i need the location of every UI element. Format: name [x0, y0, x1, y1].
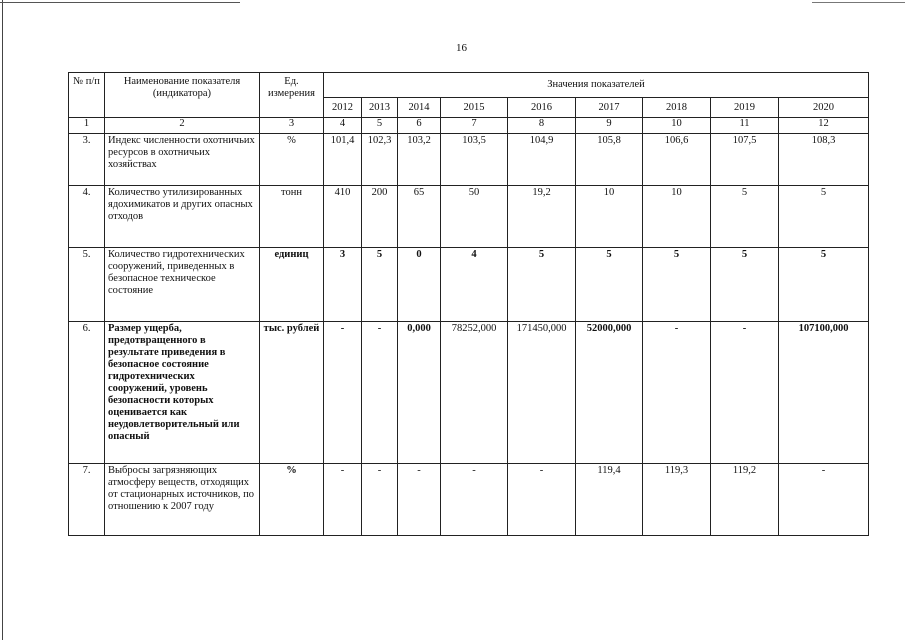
index-cell: 12: [779, 118, 869, 134]
header-values: Значения показателей: [324, 73, 869, 98]
year-cell: 2017: [576, 98, 643, 118]
value-cell: 102,3: [362, 134, 398, 186]
indicator-name: Размер ущерба, предотвращенного в результате приведения в безопасное состояние гидротехнических сооружений, уровень безопасности которых оценивается как неудовлетворительный или опасный: [105, 322, 260, 464]
table-row: [69, 464, 869, 536]
value-cell: -: [643, 322, 711, 464]
value-cell: 19,2: [508, 186, 576, 248]
year-cell: 2014: [398, 98, 441, 118]
header-unit: Ед. измерения: [260, 73, 324, 118]
value-cell: 65: [398, 186, 441, 248]
header-index-row: [69, 118, 869, 134]
value-cell: 200: [362, 186, 398, 248]
value-cell: -: [362, 322, 398, 464]
indicator-name: Выбросы загрязняющих атмосферу веществ, отходящих от стационарных источников, по отношению к 2007 году: [105, 464, 260, 536]
year-cell: 2018: [643, 98, 711, 118]
row-number: 3.: [69, 134, 105, 186]
value-cell: 52000,000: [576, 322, 643, 464]
year-cell: 2020: [779, 98, 869, 118]
value-cell: -: [441, 464, 508, 536]
value-cell: 50: [441, 186, 508, 248]
value-cell: 107,5: [711, 134, 779, 186]
value-cell: 10: [643, 186, 711, 248]
year-cell: 2015: [441, 98, 508, 118]
value-cell: 3: [324, 248, 362, 322]
header-num: № п/п: [69, 73, 105, 118]
index-cell: 6: [398, 118, 441, 134]
value-cell: 105,8: [576, 134, 643, 186]
year-cell: 2012: [324, 98, 362, 118]
indicator-name: Количество утилизированных ядохимикатов и других опасных отходов: [105, 186, 260, 248]
row-number: 5.: [69, 248, 105, 322]
value-cell: 10: [576, 186, 643, 248]
scan-line-top-right: [812, 2, 905, 3]
table-row: [69, 186, 869, 248]
value-cell: 5: [508, 248, 576, 322]
value-cell: 0: [398, 248, 441, 322]
value-cell: 103,5: [441, 134, 508, 186]
year-cell: 2016: [508, 98, 576, 118]
value-cell: 107100,000: [779, 322, 869, 464]
value-cell: 410: [324, 186, 362, 248]
value-cell: -: [711, 322, 779, 464]
indicator-name: Количество гидротехнических сооружений, приведенных в безопасное техническое состояние: [105, 248, 260, 322]
row-number: 4.: [69, 186, 105, 248]
indicators-table: [68, 72, 869, 536]
value-cell: 119,2: [711, 464, 779, 536]
indicator-name: Индекс численности охотничьих ресурсов в охотничьих хозяйствах: [105, 134, 260, 186]
year-cell: 2013: [362, 98, 398, 118]
table-row: [69, 248, 869, 322]
value-cell: 5: [576, 248, 643, 322]
page-number: 16: [456, 42, 467, 54]
index-cell: 9: [576, 118, 643, 134]
value-cell: 5: [711, 248, 779, 322]
value-cell: -: [508, 464, 576, 536]
unit-cell: тонн: [260, 186, 324, 248]
index-cell: 8: [508, 118, 576, 134]
value-cell: -: [398, 464, 441, 536]
unit-cell: %: [260, 134, 324, 186]
header-row-1: [69, 73, 869, 98]
value-cell: 5: [362, 248, 398, 322]
index-cell: 11: [711, 118, 779, 134]
header-name: Наименование показателя (индикатора): [105, 73, 260, 118]
scan-line-top: [0, 2, 240, 3]
index-cell: 1: [69, 118, 105, 134]
value-cell: 5: [643, 248, 711, 322]
index-cell: 2: [105, 118, 260, 134]
index-cell: 5: [362, 118, 398, 134]
value-cell: 78252,000: [441, 322, 508, 464]
value-cell: 106,6: [643, 134, 711, 186]
value-cell: 104,9: [508, 134, 576, 186]
index-cell: 10: [643, 118, 711, 134]
value-cell: 108,3: [779, 134, 869, 186]
value-cell: 119,4: [576, 464, 643, 536]
value-cell: 5: [711, 186, 779, 248]
value-cell: -: [324, 322, 362, 464]
unit-cell: тыс. рублей: [260, 322, 324, 464]
unit-cell: %: [260, 464, 324, 536]
table-row: [69, 322, 869, 464]
value-cell: 101,4: [324, 134, 362, 186]
index-cell: 3: [260, 118, 324, 134]
value-cell: -: [779, 464, 869, 536]
value-cell: -: [324, 464, 362, 536]
unit-cell: единиц: [260, 248, 324, 322]
row-number: 7.: [69, 464, 105, 536]
value-cell: 119,3: [643, 464, 711, 536]
value-cell: 5: [779, 248, 869, 322]
value-cell: 5: [779, 186, 869, 248]
value-cell: 4: [441, 248, 508, 322]
value-cell: -: [362, 464, 398, 536]
row-number: 6.: [69, 322, 105, 464]
value-cell: 171450,000: [508, 322, 576, 464]
value-cell: 0,000: [398, 322, 441, 464]
year-cell: 2019: [711, 98, 779, 118]
scan-edge-left: [2, 0, 3, 640]
table-row: [69, 134, 869, 186]
index-cell: 4: [324, 118, 362, 134]
index-cell: 7: [441, 118, 508, 134]
value-cell: 103,2: [398, 134, 441, 186]
